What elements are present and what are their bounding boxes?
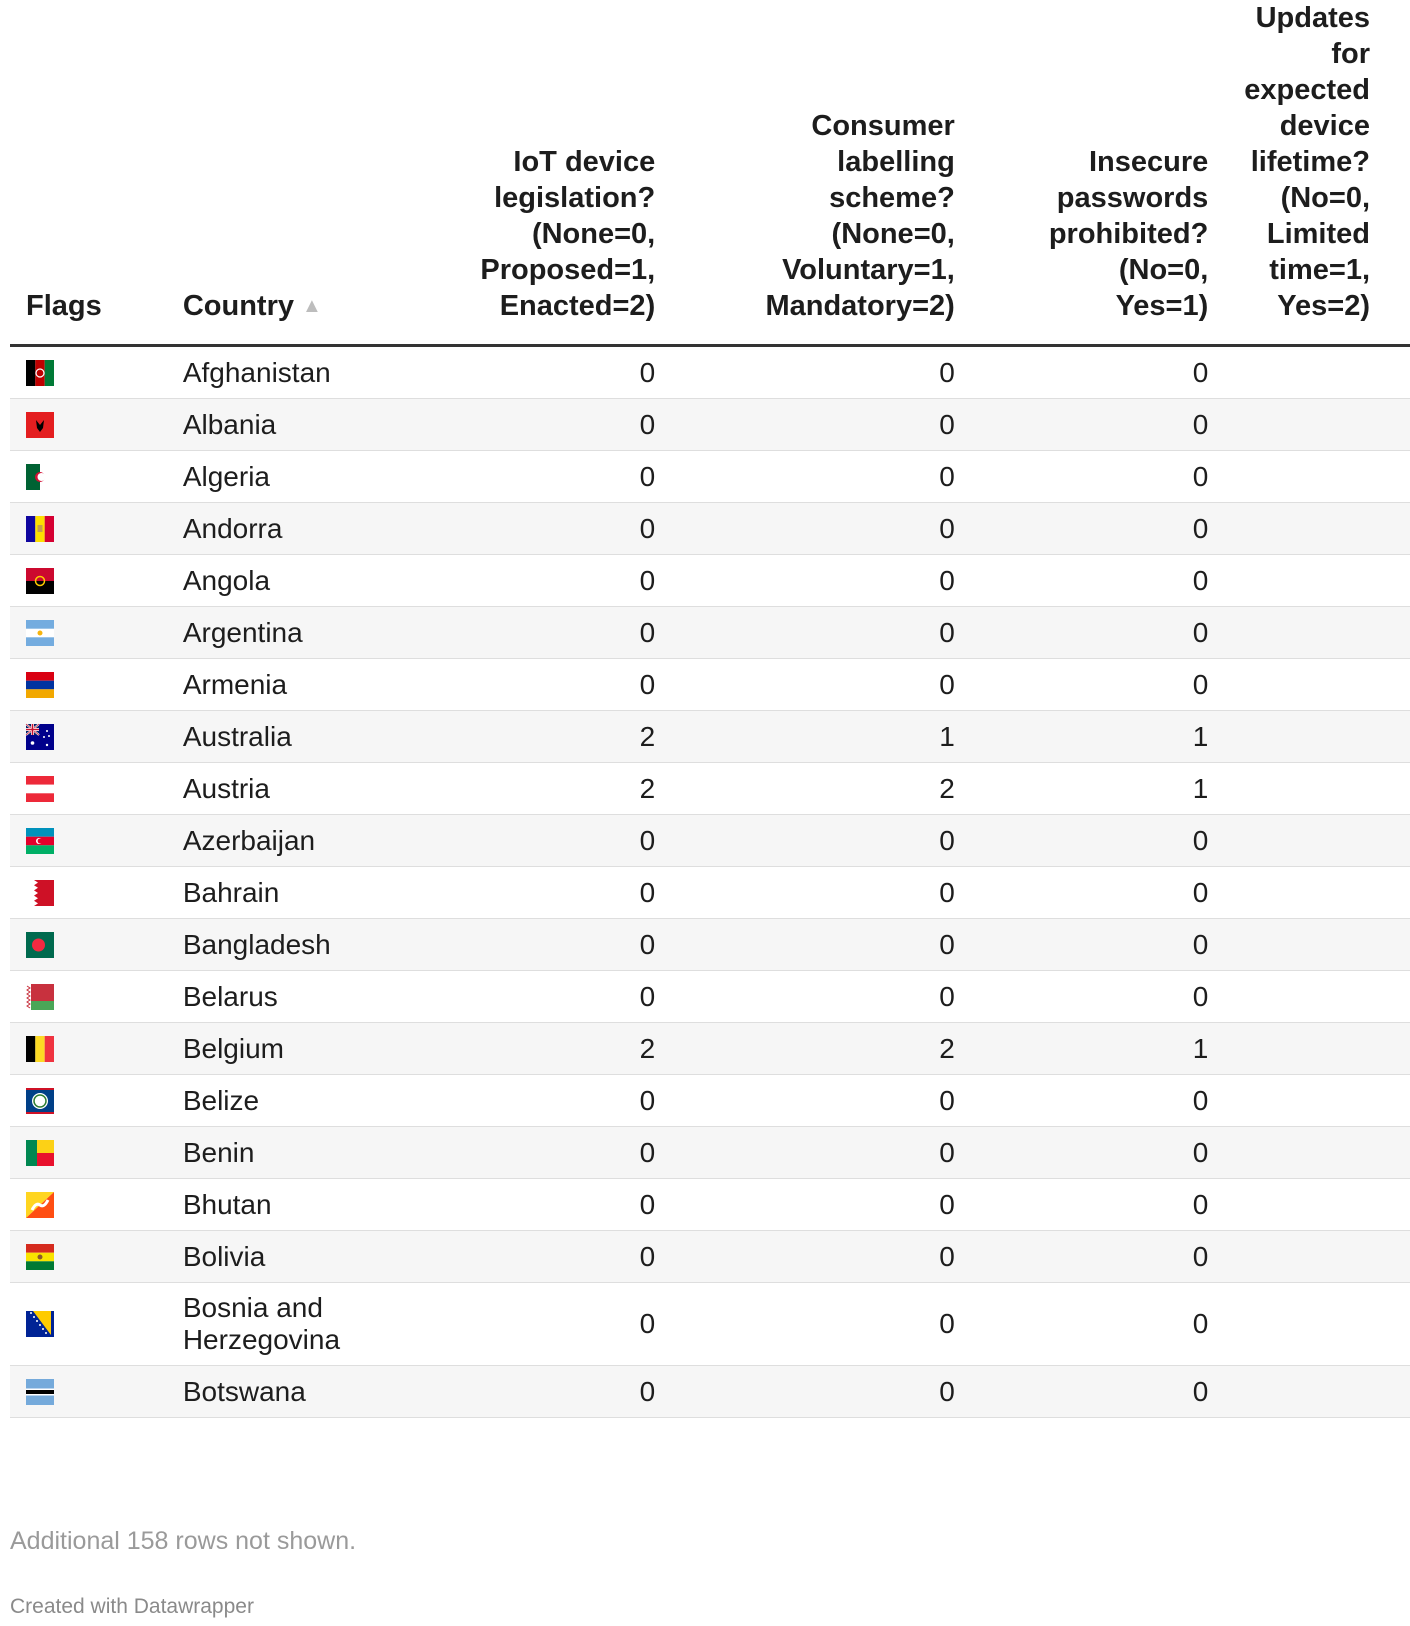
iot-value-cell: 0 [425,1231,655,1283]
table-row [10,763,1410,815]
flag-cell [10,1179,183,1231]
passwords-value-cell: 0 [955,503,1208,555]
labelling-value-cell: 0 [655,971,955,1023]
labelling-value-cell: 0 [655,346,955,399]
flag-cell [10,555,183,607]
labelling-value-cell: 0 [655,555,955,607]
labelling-value-cell: 0 [655,1127,955,1179]
andorra-flag-icon [26,516,54,542]
flag-cell [10,346,183,399]
country-cell: Bosnia and Herzegovina [183,1283,425,1366]
flag-cell [10,1231,183,1283]
algeria-flag-icon [26,464,54,490]
header-line: lifetime? [1250,146,1370,178]
header-line: labelling [837,146,955,178]
passwords-value-cell: 0 [955,1231,1208,1283]
iot-value-cell: 0 [425,1075,655,1127]
iot-value-cell: 0 [425,815,655,867]
header-flags[interactable]: Flags [10,0,183,346]
flag-cell [10,451,183,503]
country-cell: Bhutan [183,1179,425,1231]
labelling-value-cell: 0 [655,607,955,659]
updates-value-cell [1208,1231,1410,1283]
updates-value-cell [1208,1179,1410,1231]
table-row [10,711,1410,763]
header-country-label: Country [182,290,294,322]
header-line: Updates [1255,2,1370,34]
bosnia-flag-icon [26,1311,54,1337]
passwords-value-cell: 1 [955,711,1208,763]
rows-not-shown-note: Additional 158 rows not shown. [10,1527,357,1555]
australia-flag-icon [26,724,54,750]
flag-cell [10,1283,183,1366]
passwords-value-cell: 0 [955,971,1208,1023]
iot-value-cell: 2 [425,711,655,763]
table-row [10,1075,1410,1127]
country-cell: Albania [183,399,425,451]
passwords-value-cell: 0 [955,659,1208,711]
iot-value-cell: 0 [425,1283,655,1366]
table-row [10,451,1410,503]
updates-value-cell [1208,451,1410,503]
header-line: for [1331,38,1370,70]
header-line: expected [1244,74,1370,106]
iot-value-cell: 0 [425,399,655,451]
labelling-value-cell: 2 [655,763,955,815]
armenia-flag-icon [26,672,54,698]
iot-value-cell: 0 [425,867,655,919]
labelling-value-cell: 0 [655,1075,955,1127]
country-cell: Azerbaijan [183,815,425,867]
updates-value-cell [1208,659,1410,711]
country-cell: Belgium [183,1023,425,1075]
labelling-value-cell: 0 [655,451,955,503]
updates-value-cell [1208,971,1410,1023]
datawrapper-credit-link[interactable]: Created with Datawrapper [10,1595,254,1618]
belarus-flag-icon [26,984,54,1010]
country-cell: Argentina [183,607,425,659]
table-row [10,867,1410,919]
iot-value-cell: 0 [425,971,655,1023]
iot-value-cell: 0 [425,555,655,607]
header-line: Insecure [1089,146,1209,178]
country-cell: Botswana [183,1366,425,1418]
iot-value-cell: 0 [425,1127,655,1179]
country-cell: Armenia [183,659,425,711]
country-cell: Bahrain [183,867,425,919]
table-row [10,1231,1410,1283]
flag-cell [10,919,183,971]
table-row [10,1023,1410,1075]
belgium-flag-icon [26,1036,54,1062]
passwords-value-cell: 0 [955,451,1208,503]
flag-cell [10,815,183,867]
flag-cell [10,763,183,815]
passwords-value-cell: 1 [955,763,1208,815]
updates-value-cell [1208,815,1410,867]
iot-value-cell: 2 [425,1023,655,1075]
country-cell: Australia [183,711,425,763]
header-line: (None=0, [831,218,955,250]
header-line: legislation? [494,182,656,214]
iot-value-cell: 0 [425,607,655,659]
flag-cell [10,1075,183,1127]
header-line: Mandatory=2) [765,290,955,322]
updates-value-cell [1208,1023,1410,1075]
header-line: (No=0, [1280,182,1370,214]
bahrain-flag-icon [26,880,54,906]
labelling-value-cell: 2 [655,1023,955,1075]
table-row [10,555,1410,607]
iot-value-cell: 0 [425,1179,655,1231]
bangladesh-flag-icon [26,932,54,958]
labelling-value-cell: 0 [655,1283,955,1366]
passwords-value-cell: 0 [955,1075,1208,1127]
azerbaijan-flag-icon [26,828,54,854]
updates-value-cell [1208,711,1410,763]
afghanistan-flag-icon [26,360,54,386]
header-line: Yes=2) [1277,290,1370,322]
header-line: passwords [1056,182,1209,214]
updates-value-cell [1208,763,1410,815]
header-iot-legislation[interactable] [425,0,655,346]
header-line: Enacted=2) [499,290,656,322]
header-row [10,0,1410,346]
iot-value-cell: 0 [425,346,655,399]
updates-value-cell [1208,1283,1410,1366]
iot-value-cell: 0 [425,1366,655,1418]
passwords-value-cell: 0 [955,1283,1208,1366]
table-row [10,346,1410,399]
country-cell: Bolivia [183,1231,425,1283]
table-row [10,659,1410,711]
header-line: device [1279,110,1370,142]
header-updates-lifetime[interactable] [1208,0,1410,346]
updates-value-cell [1208,919,1410,971]
header-line: Proposed=1, [480,254,656,286]
passwords-value-cell: 0 [955,1179,1208,1231]
passwords-value-cell: 0 [955,815,1208,867]
country-cell: Benin [183,1127,425,1179]
table-row [10,607,1410,659]
benin-flag-icon [26,1140,54,1166]
table-row [10,971,1410,1023]
argentina-flag-icon [26,620,54,646]
country-cell: Andorra [183,503,425,555]
table-row [10,815,1410,867]
country-cell: Belize [183,1075,425,1127]
flag-cell [10,1023,183,1075]
updates-value-cell [1208,503,1410,555]
country-cell: Angola [183,555,425,607]
header-insecure-passwords[interactable] [955,0,1208,346]
updates-value-cell [1208,555,1410,607]
passwords-value-cell: 0 [955,919,1208,971]
albania-flag-icon [26,412,54,438]
header-line: Limited [1266,218,1370,250]
country-cell: Austria [183,763,425,815]
iot-value-cell: 2 [425,763,655,815]
country-cell: Afghanistan [183,346,425,399]
labelling-value-cell: 0 [655,659,955,711]
flag-cell [10,971,183,1023]
flag-cell [10,503,183,555]
updates-value-cell [1208,1075,1410,1127]
belize-flag-icon [26,1088,54,1114]
header-line: (No=0, [1118,254,1209,286]
table-row [10,1179,1410,1231]
passwords-value-cell: 0 [955,555,1208,607]
updates-value-cell [1208,346,1410,399]
labelling-value-cell: 0 [655,815,955,867]
updates-value-cell [1208,867,1410,919]
iot-value-cell: 0 [425,659,655,711]
updates-value-cell [1208,607,1410,659]
passwords-value-cell: 0 [955,607,1208,659]
labelling-value-cell: 0 [655,919,955,971]
header-line: time=1, [1269,254,1370,286]
labelling-value-cell: 0 [655,867,955,919]
iot-value-cell: 0 [425,451,655,503]
table-row [10,503,1410,555]
sort-ascending-icon: ▲ [302,295,322,317]
header-consumer-labelling[interactable] [655,0,955,346]
country-cell: Bangladesh [183,919,425,971]
country-cell: Algeria [183,451,425,503]
angola-flag-icon [26,568,54,594]
table-row [10,1366,1410,1418]
flag-cell [10,867,183,919]
header-country[interactable] [183,0,425,346]
iot-value-cell: 0 [425,919,655,971]
table-row [10,399,1410,451]
passwords-value-cell: 0 [955,346,1208,399]
header-line: (None=0, [531,218,656,250]
table-row [10,1283,1410,1366]
passwords-value-cell: 0 [955,399,1208,451]
flag-cell [10,399,183,451]
header-line: IoT device [513,146,656,178]
bhutan-flag-icon [26,1192,54,1218]
header-line: Voluntary=1, [782,254,955,286]
table-row [10,919,1410,971]
header-line: Yes=1) [1115,290,1209,322]
labelling-value-cell: 0 [655,399,955,451]
table-row [10,1127,1410,1179]
labelling-value-cell: 0 [655,1231,955,1283]
header-line: scheme? [829,182,955,214]
botswana-flag-icon [26,1379,54,1405]
data-table [10,0,1410,1418]
flag-cell [10,659,183,711]
updates-value-cell [1208,1127,1410,1179]
passwords-value-cell: 0 [955,1366,1208,1418]
labelling-value-cell: 0 [655,503,955,555]
header-line: Consumer [811,110,955,142]
labelling-value-cell: 0 [655,1179,955,1231]
flag-cell [10,1127,183,1179]
header-line: prohibited? [1048,218,1209,250]
country-cell: Belarus [183,971,425,1023]
passwords-value-cell: 1 [955,1023,1208,1075]
flag-cell [10,711,183,763]
labelling-value-cell: 1 [655,711,955,763]
flag-cell [10,607,183,659]
iot-value-cell: 0 [425,503,655,555]
passwords-value-cell: 0 [955,1127,1208,1179]
austria-flag-icon [26,776,54,802]
flag-cell [10,1366,183,1418]
updates-value-cell [1208,1366,1410,1418]
passwords-value-cell: 0 [955,867,1208,919]
bolivia-flag-icon [26,1244,54,1270]
updates-value-cell [1208,399,1410,451]
labelling-value-cell: 0 [655,1366,955,1418]
